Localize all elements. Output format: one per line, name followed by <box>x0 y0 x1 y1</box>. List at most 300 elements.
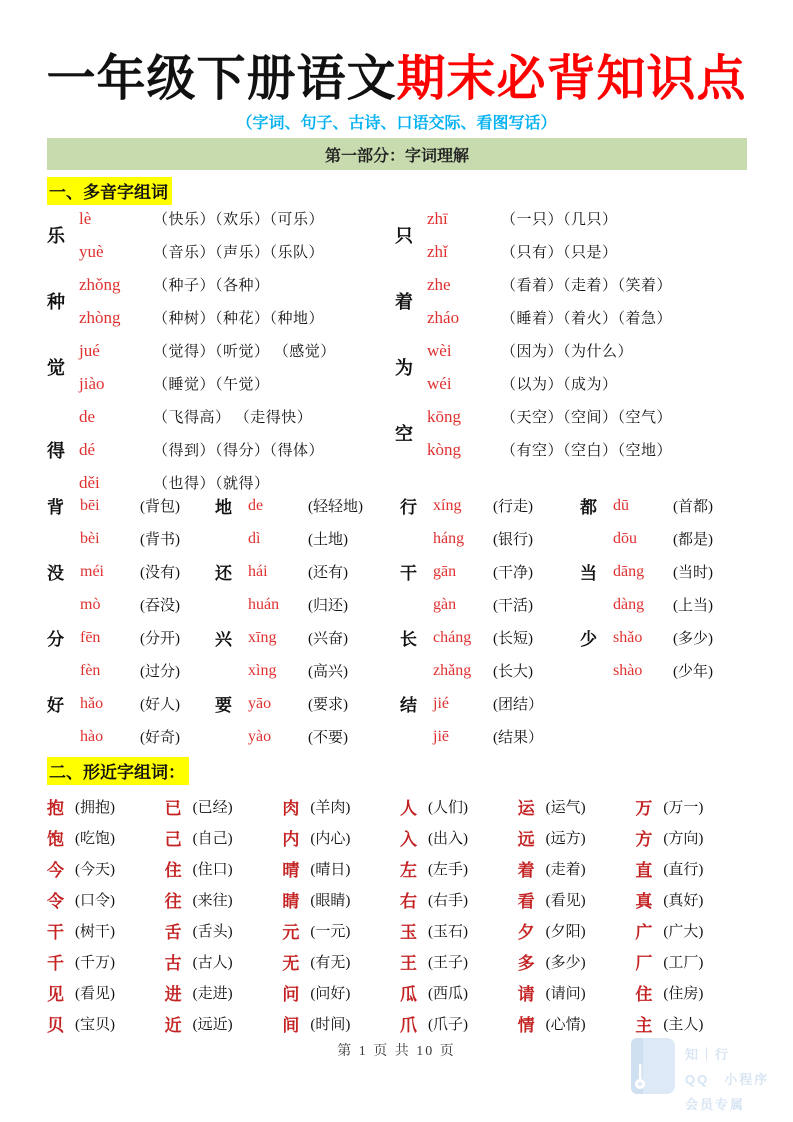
pinyin-label: fèn <box>80 661 101 679</box>
similar-char: 着 <box>517 861 535 880</box>
pinyin-label: fēn <box>80 628 101 646</box>
example-words: （看着）（走着）（笑着） <box>501 278 673 294</box>
polyphone-pair-cell <box>400 621 580 654</box>
polyphone-base-char: 要 <box>215 696 232 715</box>
polyphone-readings <box>427 268 747 334</box>
polyphone-reading-row <box>79 301 395 334</box>
similar-char-cell <box>518 915 636 946</box>
polyphone-pair-cell <box>400 522 580 555</box>
pinyin-label: yuè <box>79 241 104 261</box>
similar-char: 玉 <box>399 923 417 942</box>
similar-char-cell <box>165 791 283 822</box>
pinyin-label: yāo <box>248 694 272 712</box>
example-word: (来往) <box>192 893 233 909</box>
watermark-program: QQ 小程序 <box>685 1072 770 1087</box>
example-words: (都是) <box>673 532 713 548</box>
similar-char-cell <box>165 915 283 946</box>
example-words: （快乐）（欢乐）（可乐） <box>153 212 325 228</box>
pinyin-label: wèi <box>427 340 452 360</box>
example-words: （也得）（就得） <box>153 476 270 492</box>
example-words: （飞得高） （走得快） <box>153 410 313 426</box>
polyphone-group <box>47 334 395 400</box>
pinyin-label: dū <box>613 496 629 514</box>
similar-char-cell <box>47 915 165 946</box>
polyphone-base-char: 种 <box>47 292 65 312</box>
polyphone-pair-cell <box>215 687 400 720</box>
similar-char-cell <box>635 977 753 1008</box>
example-words: (行走) <box>493 499 533 515</box>
example-word: (工厂) <box>663 955 704 971</box>
example-word: (住房) <box>663 986 704 1002</box>
example-words: (土地) <box>308 532 348 548</box>
similar-char-cell <box>165 853 283 884</box>
example-words: (结果） <box>493 730 543 746</box>
example-word: (多少) <box>545 955 586 971</box>
example-word: (自己) <box>192 831 233 847</box>
similar-char-cell <box>635 884 753 915</box>
polyphone-reading-row <box>427 235 747 268</box>
polyphone-base-char: 结 <box>400 696 417 715</box>
polyphone-reading-row <box>79 268 395 301</box>
polyphone-pair-cell <box>215 555 400 588</box>
example-words: (好奇) <box>140 730 180 746</box>
example-word: (看见) <box>75 986 115 1002</box>
similar-char: 住 <box>164 861 182 880</box>
example-word: (直行) <box>663 862 704 878</box>
similar-char-cell <box>400 946 518 977</box>
polyphone-base-char: 空 <box>395 424 413 444</box>
example-word: (左手) <box>427 862 468 878</box>
similar-char-cell <box>400 853 518 884</box>
example-words: (没有) <box>140 565 180 581</box>
example-words: (分开) <box>140 631 180 647</box>
polyphone-base-char: 着 <box>395 292 413 312</box>
similar-char-cell <box>400 884 518 915</box>
example-words: (团结） <box>493 697 543 713</box>
polyphone-reading-row <box>427 367 747 400</box>
similar-char: 舌 <box>164 923 182 942</box>
similar-char: 千 <box>47 954 64 973</box>
part-banner: 第一部分：字词理解 <box>47 138 747 170</box>
pinyin-label: děi <box>79 472 100 492</box>
similar-char: 干 <box>47 923 64 942</box>
similar-char-cell <box>47 822 165 853</box>
polyphone-reading-row <box>427 202 747 235</box>
example-words: (还有) <box>308 565 348 581</box>
polyphone-pair-cell <box>47 621 215 654</box>
similar-char: 瓜 <box>399 985 417 1004</box>
similar-char: 已 <box>164 799 182 818</box>
pinyin-label: bèi <box>80 529 100 547</box>
polyphone-pair-grid <box>47 489 747 753</box>
similar-char: 问 <box>282 985 300 1004</box>
example-word: (千万) <box>75 955 115 971</box>
example-word: (运气) <box>545 800 586 816</box>
similar-char-cell <box>282 791 400 822</box>
similar-char: 厂 <box>635 954 653 973</box>
similar-char-cell <box>282 853 400 884</box>
pinyin-label: zháo <box>427 307 460 327</box>
similar-char: 方 <box>635 830 653 849</box>
similar-char-cell <box>47 884 165 915</box>
pinyin-label: lè <box>79 208 92 228</box>
similar-char-cell <box>282 1008 400 1039</box>
similar-char-cell <box>165 884 283 915</box>
polyphone-group <box>47 268 395 334</box>
polyphone-base-char: 分 <box>47 630 64 649</box>
example-words: （种树）（种花）（种地） <box>153 311 325 327</box>
polyphone-base-char: 得 <box>47 440 65 461</box>
polyphone-pair-cell <box>215 654 400 687</box>
similar-char: 夕 <box>517 923 535 942</box>
pinyin-label: wéi <box>427 373 452 393</box>
example-words: （一只）（几只） <box>501 212 618 228</box>
example-word: (看见) <box>545 893 586 909</box>
polyphone-base-char: 行 <box>400 498 417 517</box>
polyphone-reading-row <box>79 433 395 466</box>
polyphone-reading-row <box>79 367 395 400</box>
polyphone-readings <box>79 334 395 400</box>
polyphone-reading-row <box>79 202 395 235</box>
polyphone-readings <box>427 202 747 268</box>
pinyin-label: shǎo <box>613 628 643 646</box>
example-word: (万一) <box>663 800 704 816</box>
similar-char: 近 <box>164 1016 182 1035</box>
similar-char: 左 <box>399 861 417 880</box>
polyphone-pair-cell <box>215 720 400 753</box>
polyphone-pair-cell <box>580 687 747 720</box>
polyphone-pair-cell <box>580 522 747 555</box>
section1-heading: 一、多音字组词 <box>47 177 172 205</box>
pinyin-label: zhòng <box>79 307 121 327</box>
example-words: (多少) <box>673 631 713 647</box>
polyphone-reading-row <box>79 400 395 433</box>
polyphone-pair-cell <box>580 654 747 687</box>
polyphone-base-char: 没 <box>47 564 64 583</box>
polyphone-pair-cell <box>400 687 580 720</box>
polyphone-base-char: 背 <box>47 498 64 517</box>
similar-char: 睛 <box>282 892 300 911</box>
polyphone-column <box>47 202 395 499</box>
example-word: (有无) <box>310 955 351 971</box>
similar-char: 晴 <box>282 861 300 880</box>
similar-char-cell <box>165 822 283 853</box>
similar-char-cell <box>47 1008 165 1039</box>
example-word: (走进) <box>192 986 233 1002</box>
similar-char: 主 <box>635 1016 653 1035</box>
example-word: (远方) <box>545 831 586 847</box>
example-word: (羊肉) <box>310 800 351 816</box>
example-words: （觉得）（听觉） （感觉） <box>153 344 336 360</box>
similar-char-cell <box>165 1008 283 1039</box>
similar-char-cell <box>635 822 753 853</box>
example-words: (兴奋) <box>308 631 348 647</box>
example-word: (舌头) <box>192 924 233 940</box>
polyphone-base-char: 兴 <box>215 630 232 649</box>
similar-char: 右 <box>399 892 417 911</box>
example-word: (古人) <box>192 955 233 971</box>
polyphone-reading-row <box>427 400 747 433</box>
similar-char-cell <box>282 946 400 977</box>
example-word: (今天) <box>75 862 115 878</box>
example-word: (已经) <box>192 800 233 816</box>
polyphone-base-char: 当 <box>580 564 597 583</box>
similar-char-cell <box>635 946 753 977</box>
similar-char: 直 <box>635 861 653 880</box>
pinyin-label: hái <box>248 562 268 580</box>
similar-char-cell <box>635 1008 753 1039</box>
similar-char: 真 <box>635 892 653 911</box>
pinyin-label: gān <box>433 562 457 580</box>
polyphone-base-char: 长 <box>400 630 417 649</box>
polyphone-pair-cell <box>580 489 747 522</box>
polyphone-group <box>395 268 747 334</box>
pinyin-label: kōng <box>427 406 461 426</box>
example-word: (王子) <box>427 955 468 971</box>
similar-char-cell <box>518 791 636 822</box>
example-words: （只有）（只是） <box>501 245 618 261</box>
watermark-member: 会员专属 <box>685 1097 746 1112</box>
polyphone-pair-cell <box>47 522 215 555</box>
similar-char-cell <box>400 822 518 853</box>
similar-char: 运 <box>517 799 535 818</box>
polyphone-group <box>395 202 747 268</box>
pinyin-label: yào <box>248 727 272 745</box>
example-words: (首都) <box>673 499 713 515</box>
polyphone-top-groups <box>47 202 747 499</box>
polyphone-group <box>47 202 395 268</box>
similar-char: 令 <box>47 892 64 911</box>
similar-char: 见 <box>47 985 64 1004</box>
polyphone-pair-cell <box>400 654 580 687</box>
similar-char-cell <box>518 853 636 884</box>
similar-char-cell <box>518 1008 636 1039</box>
polyphone-pair-cell <box>215 522 400 555</box>
similar-char-cell <box>165 977 283 1008</box>
example-word: (右手) <box>427 893 468 909</box>
pinyin-label: huán <box>248 595 280 613</box>
polyphone-pair-cell <box>47 720 215 753</box>
polyphone-readings <box>79 202 395 268</box>
polyphone-pair-cell <box>580 720 747 753</box>
similar-char-cell <box>400 915 518 946</box>
similar-char-cell <box>400 977 518 1008</box>
pinyin-label: dì <box>248 529 261 547</box>
polyphone-pair-cell <box>400 720 580 753</box>
page-title <box>0 40 793 110</box>
polyphone-readings <box>79 268 395 334</box>
pinyin-label: de <box>79 406 96 426</box>
pinyin-label: dé <box>79 439 96 459</box>
example-words: (高兴) <box>308 664 348 680</box>
example-words: (要求) <box>308 697 348 713</box>
polyphone-group <box>395 334 747 400</box>
example-words: (轻轻地) <box>308 499 363 515</box>
example-word: (宝贝) <box>75 1017 115 1033</box>
pinyin-label: zhǎng <box>433 661 472 679</box>
example-words: (少年) <box>673 664 713 680</box>
example-word: (真好) <box>663 893 704 909</box>
example-words: （音乐）（声乐）（乐队） <box>153 245 325 261</box>
pinyin-label: jié <box>433 694 449 712</box>
pinyin-label: dàng <box>613 595 645 613</box>
example-word: (方向) <box>663 831 704 847</box>
similar-char-cell <box>518 946 636 977</box>
polyphone-base-char: 干 <box>400 564 417 583</box>
example-word: (出入) <box>427 831 468 847</box>
polyphone-base-char: 只 <box>395 226 413 246</box>
pinyin-label: mò <box>80 595 101 613</box>
polyphone-pair-cell <box>215 588 400 621</box>
polyphone-pair-cell <box>47 555 215 588</box>
pinyin-label: shào <box>613 661 643 679</box>
section2-heading: 二、形近字组词： <box>47 757 189 785</box>
similar-char: 肉 <box>282 799 300 818</box>
example-words: (银行) <box>493 532 533 548</box>
similar-char: 内 <box>282 830 300 849</box>
example-words: (不要) <box>308 730 348 746</box>
similar-char: 今 <box>47 861 64 880</box>
pinyin-label: dōu <box>613 529 637 547</box>
example-words: （睡着）（着火）（着急） <box>501 311 673 327</box>
similar-char-cell <box>282 915 400 946</box>
similar-char: 看 <box>517 892 535 911</box>
polyphone-reading-row <box>427 268 747 301</box>
similar-char-cell <box>47 977 165 1008</box>
example-word: (树干) <box>75 924 115 940</box>
similar-char-cell <box>518 884 636 915</box>
similar-char-cell <box>47 791 165 822</box>
polyphone-pair-cell <box>400 489 580 522</box>
title-black-part: 一年级下册语文 <box>46 51 397 106</box>
similar-char: 古 <box>164 954 182 973</box>
pinyin-label: gàn <box>433 595 457 613</box>
example-words: (干活) <box>493 598 533 614</box>
example-word: (吃饱) <box>75 831 115 847</box>
similar-char: 元 <box>282 923 300 942</box>
similar-char-cell <box>165 946 283 977</box>
example-words: (背包) <box>140 499 180 515</box>
watermark-brand: 知｜行 <box>685 1047 731 1062</box>
polyphone-base-char: 乐 <box>47 226 65 246</box>
example-words: (归还) <box>308 598 348 614</box>
example-word: (走着) <box>545 862 586 878</box>
example-words: （有空）（空白）（空地） <box>501 443 673 459</box>
similar-char-cell <box>518 977 636 1008</box>
pinyin-label: hǎo <box>80 694 104 712</box>
polyphone-readings <box>427 400 747 466</box>
example-word: (问好) <box>310 986 351 1002</box>
polyphone-group <box>47 400 395 499</box>
polyphone-readings <box>427 334 747 400</box>
pinyin-label: jiē <box>433 727 449 745</box>
polyphone-pair-cell <box>580 555 747 588</box>
pinyin-label: háng <box>433 529 465 547</box>
similar-char: 无 <box>282 954 300 973</box>
polyphone-reading-row <box>427 433 747 466</box>
example-word: (心情) <box>545 1017 586 1033</box>
similar-char: 远 <box>517 830 535 849</box>
similar-char: 住 <box>635 985 653 1004</box>
similar-char: 王 <box>399 954 417 973</box>
title-red-part: 期末必背知识点 <box>396 51 747 106</box>
similar-char-cell <box>47 853 165 884</box>
example-word: (内心) <box>310 831 351 847</box>
polyphone-column <box>395 202 747 499</box>
polyphone-pair-cell <box>400 588 580 621</box>
similar-char: 间 <box>282 1016 300 1035</box>
pinyin-label: dāng <box>613 562 645 580</box>
similar-char-cell <box>282 977 400 1008</box>
example-word: (主人) <box>663 1017 704 1033</box>
example-word: (人们) <box>427 800 468 816</box>
similar-char-grid <box>47 791 753 1039</box>
similar-char-cell <box>282 884 400 915</box>
example-word: (拥抱) <box>75 800 115 816</box>
pinyin-label: de <box>248 496 264 514</box>
example-word: (一元) <box>310 924 351 940</box>
polyphone-pair-cell <box>47 654 215 687</box>
polyphone-pair-cell <box>47 588 215 621</box>
polyphone-base-char: 少 <box>580 630 597 649</box>
pinyin-label: méi <box>80 562 104 580</box>
polyphone-pair-cell <box>580 621 747 654</box>
example-word: (爪子) <box>427 1017 468 1033</box>
similar-char: 爪 <box>399 1016 417 1035</box>
similar-char-cell <box>635 915 753 946</box>
example-word: (广大) <box>663 924 704 940</box>
example-word: (晴日) <box>310 862 351 878</box>
polyphone-base-char: 为 <box>395 358 413 378</box>
example-words: (吞没) <box>140 598 180 614</box>
similar-char-cell <box>282 822 400 853</box>
example-words: (背书) <box>140 532 180 548</box>
example-word: (住口) <box>192 862 233 878</box>
similar-char-cell <box>47 946 165 977</box>
example-words: (长大) <box>493 664 533 680</box>
pinyin-label: jué <box>79 340 100 360</box>
similar-char: 多 <box>517 954 535 973</box>
example-word: (眼睛) <box>310 893 351 909</box>
subtitle: （字词、句子、古诗、口语交际、看图写话） <box>236 115 557 132</box>
similar-char: 饱 <box>47 830 64 849</box>
example-words: (过分) <box>140 664 180 680</box>
pinyin-label: zhī <box>427 208 448 228</box>
polyphone-pair-cell <box>580 588 747 621</box>
pinyin-label: zhǒng <box>79 274 121 294</box>
polyphone-pair-cell <box>400 555 580 588</box>
pinyin-label: cháng <box>433 628 472 646</box>
example-words: （种子）（各种） <box>153 278 270 294</box>
pinyin-label: kòng <box>427 439 461 459</box>
example-words: （以为）（成为） <box>501 377 618 393</box>
polyphone-base-char: 地 <box>215 498 232 517</box>
similar-char: 请 <box>517 985 535 1004</box>
example-words: （天空）（空间）（空气） <box>501 410 673 426</box>
example-words: （睡觉）（午觉） <box>153 377 270 393</box>
example-word: (时间) <box>310 1017 351 1033</box>
similar-char-cell <box>518 822 636 853</box>
similar-char-cell <box>635 853 753 884</box>
example-word: (西瓜) <box>427 986 468 1002</box>
similar-char: 人 <box>399 799 417 818</box>
example-word: (夕阳) <box>545 924 586 940</box>
example-words: (当时) <box>673 565 713 581</box>
similar-char: 贝 <box>47 1016 64 1035</box>
polyphone-base-char: 都 <box>580 498 597 517</box>
polyphone-base-char: 觉 <box>47 358 65 378</box>
example-word: (口令) <box>75 893 115 909</box>
